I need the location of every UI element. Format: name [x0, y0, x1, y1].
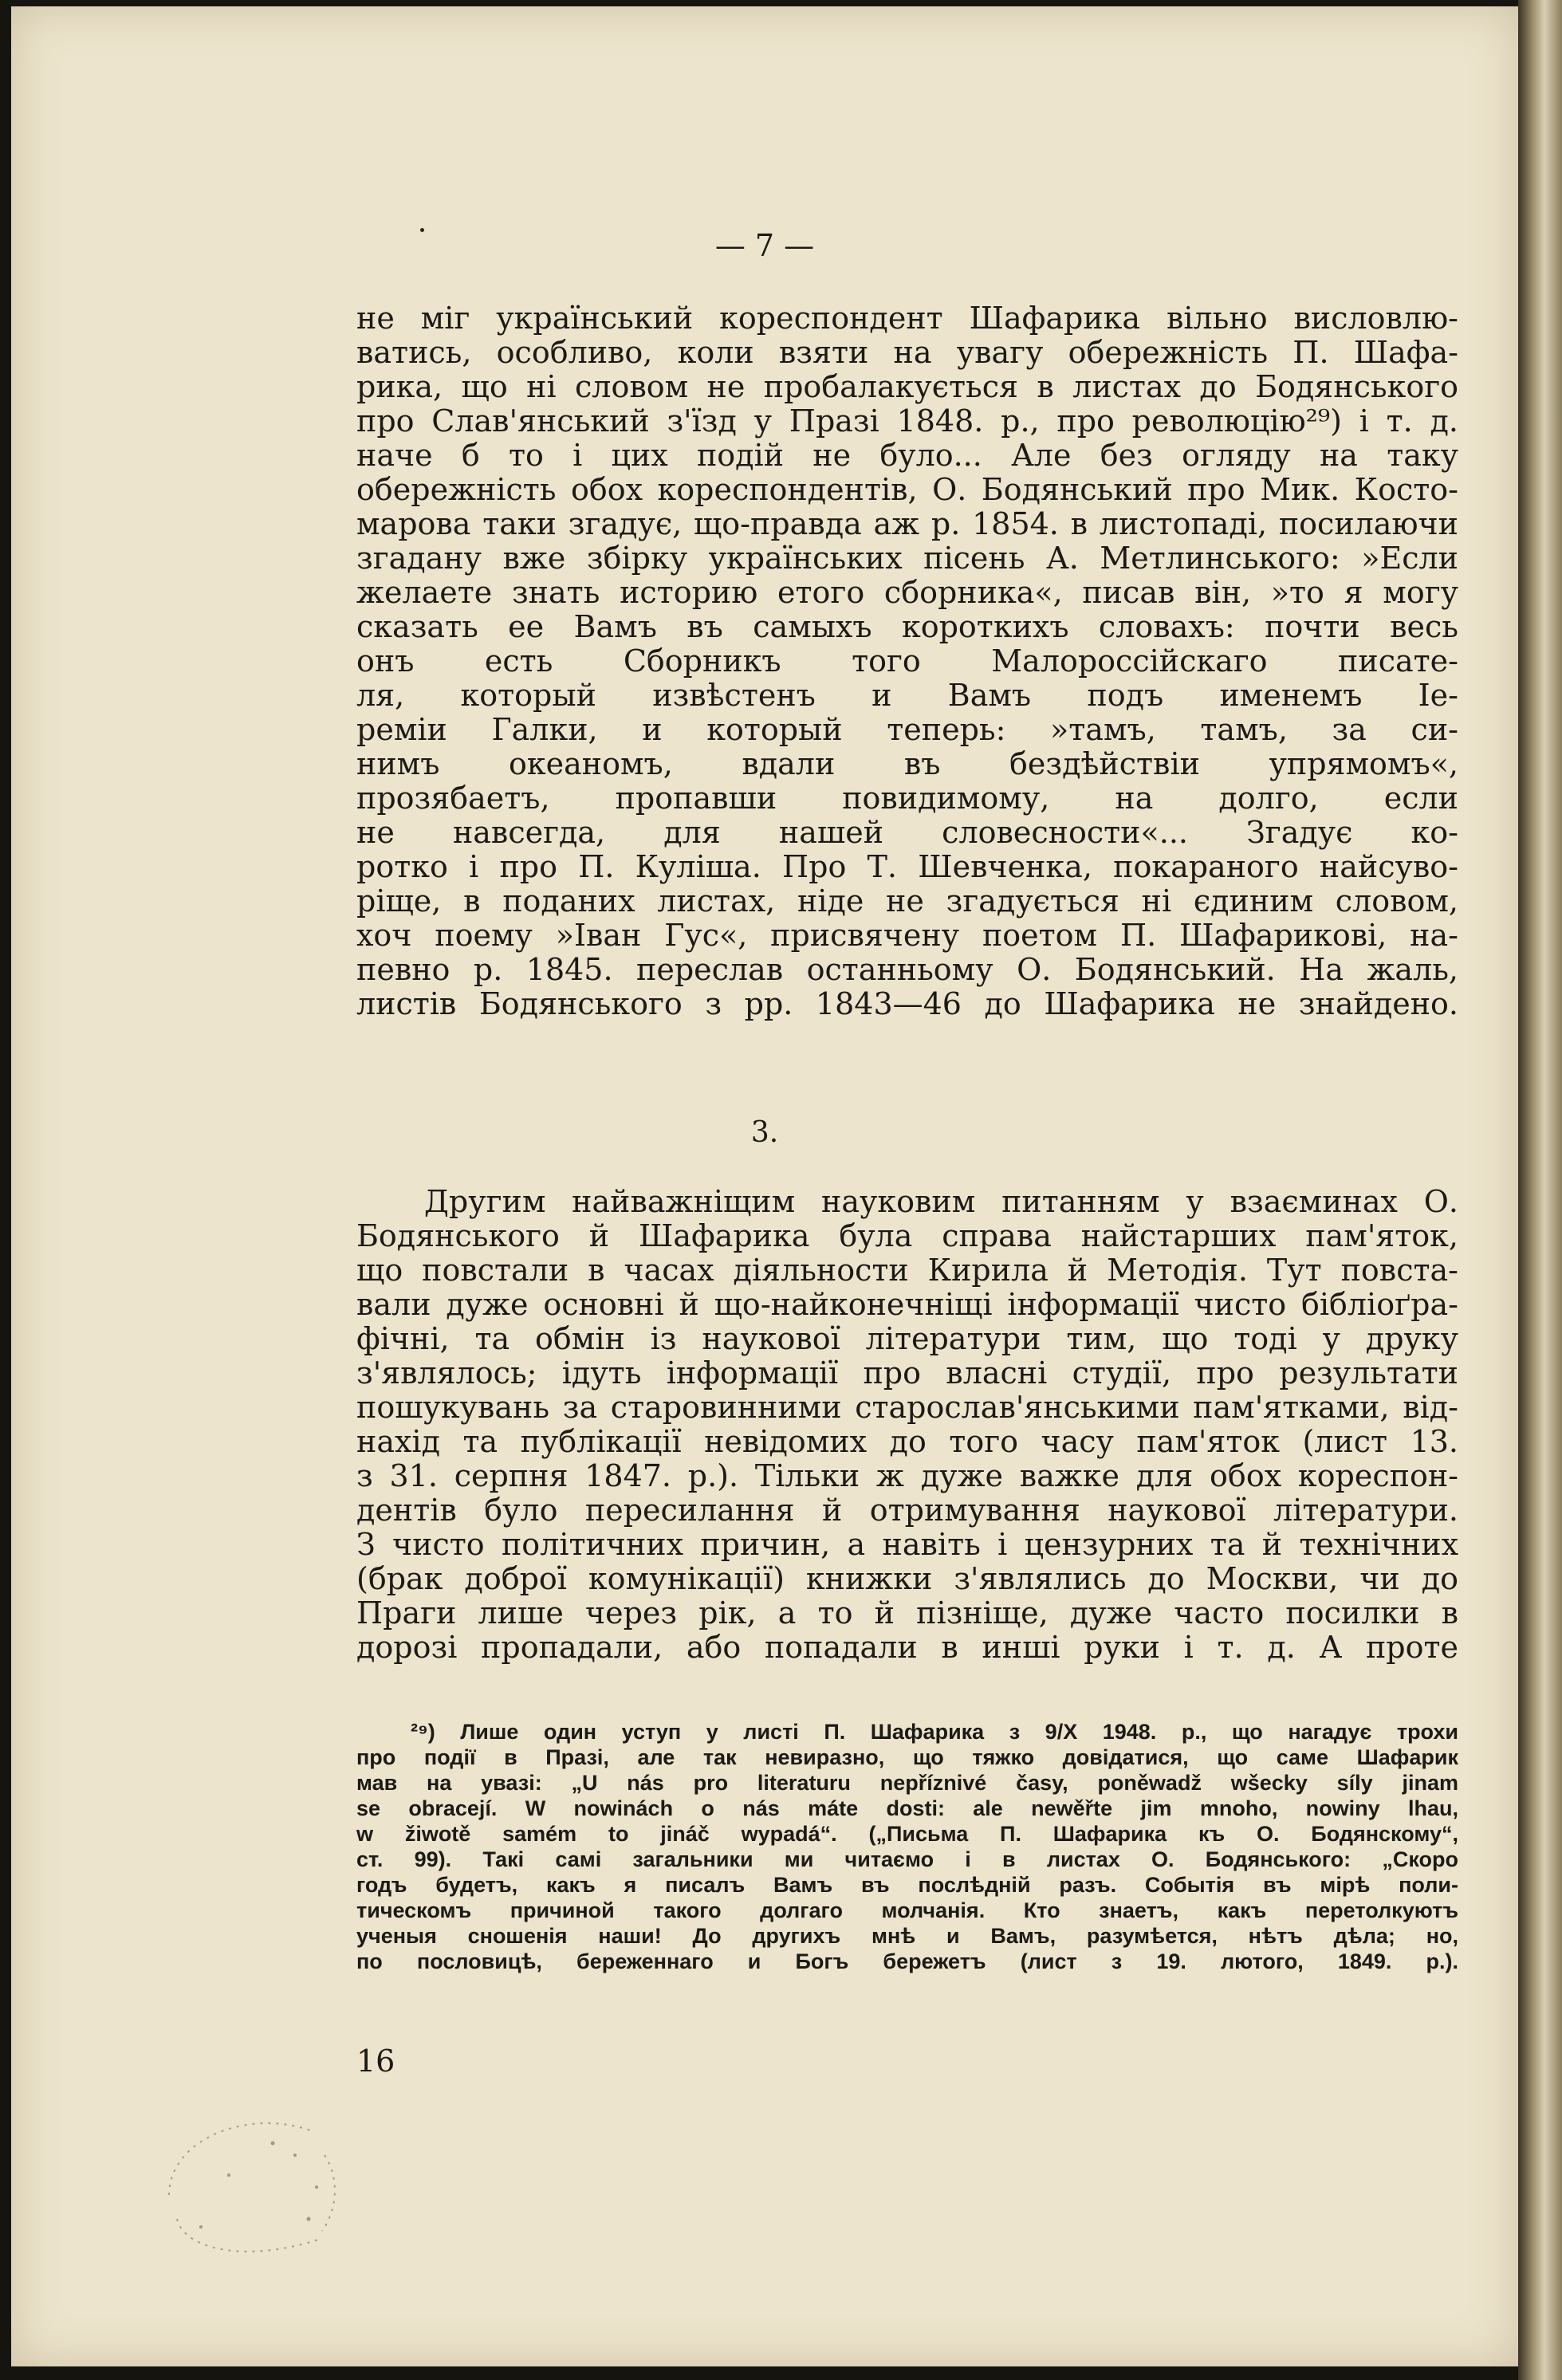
signature-mark: 16 — [356, 2044, 395, 2079]
text-line: ст. 99). Такі самі загальники ми читаємо і в листах О. Бодянського: „Скоро — [356, 1847, 1458, 1871]
footnote — [356, 1719, 1458, 1974]
text-line: ватись, особливо, коли взяти на увагу обережність П. Шафа- — [356, 335, 1458, 370]
text-line: дентів було пересилання й отримування наукової літератури. — [356, 1493, 1458, 1528]
text-line: мав на увазі: „U nás pro literaturu nepříznivé časy, poněwadž wšecky síly jinam — [356, 1771, 1458, 1795]
text-line: про Слав'янський з'їзд у Празі 1848. р., про революцію²⁹) і т. д. — [356, 403, 1458, 439]
text-line: тическомъ причиной такого долгаго молчанія. Кто знаетъ, какъ перетолкуютъ — [356, 1898, 1458, 1922]
page-number: — 7 — — [714, 228, 815, 263]
text-line: Другим найважніщим науковим питанням у взаєминах О. — [424, 1184, 1458, 1219]
text-line: w žiwotě samém to jináč wypadá“. („Письма П. Шафарика къ О. Бодянскому“, — [356, 1822, 1458, 1846]
section-heading: 3. — [750, 1116, 779, 1149]
text-line: вали дуже основні й що-найконечніщі інформації чисто бібліоґра- — [356, 1287, 1458, 1322]
text-line: (брак доброї комунікації) книжки з'являлись до Москви, чи до — [356, 1561, 1458, 1596]
text-line: онъ есть Сборникъ того Малороссійскаго писате- — [356, 643, 1458, 679]
text-line: ріще, в поданих листах, ніде не згадується ні єдиним словом, — [356, 883, 1458, 919]
text-line: ля, который извѣстенъ и Вамъ подъ именемъ Іе- — [356, 678, 1458, 713]
text-line: нахід та публікації невідомих до того часу пам'яток (лист 13. — [356, 1424, 1458, 1459]
text-line: нимъ океаномъ, вдали въ бездѣйствіи упрямомъ«, — [356, 746, 1458, 781]
text-line: дорозі пропадали, або попадали в инші руки і т. д. А проте — [356, 1630, 1458, 1665]
text-line: згадану вже збірку українських пісень А. Метлинського: »Если — [356, 541, 1458, 576]
text-line: Бодянського й Шафарика була справа найстарших пам'яток, — [356, 1218, 1458, 1253]
text-line: З чисто політичних причин, а навіть і цензурних та й технічних — [356, 1527, 1458, 1562]
text-line: рика, що ні словом не пробалакується в листах до Бодянського — [356, 369, 1458, 404]
text-line: ротко і про П. Куліша. Про Т. Шевченка, покараного найсуво- — [356, 849, 1458, 884]
text-line: наче б то і цих подій не було... Але без огляду на таку — [356, 438, 1458, 473]
text-line: Праги лише через рік, а то й пізніще, дуже часто посилки в — [356, 1595, 1458, 1631]
text-line: ²⁹) Лише один уступ у листі П. Шафарика з 9/X 1948. р., що нагадує трохи — [411, 1720, 1458, 1744]
text-line: обережність обох кореспондентів, О. Бодянський про Мик. Косто- — [356, 472, 1458, 507]
text-line: що повстали в часах діяльности Кирила й Методія. Тут повста- — [356, 1253, 1458, 1288]
text-line: з'являлось; ідуть інформації про власні студії, про результати — [356, 1355, 1458, 1391]
text-line: не міг український кореспондент Шафарика вільно висловлю- — [356, 301, 1458, 336]
text-line: певно р. 1845. переслав останньому О. Бодянський. На жаль, — [356, 952, 1458, 987]
text-line: листів Бодянського з рр. 1843—46 до Шафарика не знайдено. — [356, 986, 1458, 1021]
text-line: не навсегда, для нашей словесности«... Згадує ко- — [356, 815, 1458, 850]
text-line: желаете знать историю етого сборника«, писав він, »то я могу — [356, 575, 1458, 610]
text-line: про події в Празі, але так невиразно, що тяжко довідатися, що саме Шафарик — [356, 1745, 1458, 1769]
document-page — [11, 6, 1518, 2366]
text-line: пошукувань за старовинними старослав'янськими пам'ятками, від- — [356, 1390, 1458, 1425]
text-line: se obracejí. W nowinách o nás máte dosti: ale newěřte jim mnoho, nowiny lhau, — [356, 1796, 1458, 1820]
book-gutter — [1518, 0, 1562, 2380]
text-line: ученыя сношенія наши! До другихъ мнѣ и Вамъ, разумѣется, нѣтъ дѣла; но, — [356, 1924, 1458, 1948]
text-line: прозябаетъ, пропавши повидимому, на долго, если — [356, 781, 1458, 816]
text-line: годъ будетъ, какъ я писалъ Вамъ въ послѣдній разъ. Событія въ мірѣ поли- — [356, 1873, 1458, 1897]
library-stamp-remnant — [153, 2099, 352, 2267]
text-line: фічні, та обмін із наукової літератури тим, що тоді у друку — [356, 1321, 1458, 1356]
body-paragraph-1 — [356, 301, 1458, 1021]
text-line: по пословицѣ, береженнаго и Богъ бережетъ (лист з 19. лютого, 1849. р.). — [356, 1949, 1458, 1973]
text-line: хоч поему »Іван Гус«, присвячену поетом П. Шафарикові, на- — [356, 918, 1458, 953]
text-line: реміи Галки, и который теперь: »тамъ, тамъ, за си- — [356, 712, 1458, 747]
text-line: з 31. серпня 1847. р.). Тільки ж дуже важке для обох кореспон- — [356, 1458, 1458, 1493]
text-line: сказать ее Вамъ въ самыхъ короткихъ словахъ: почти весь — [356, 609, 1458, 644]
body-paragraph-2 — [356, 1185, 1458, 1665]
text-line: марова таки згадує, що-правда аж р. 1854. в листопаді, посилаючи — [356, 506, 1458, 541]
